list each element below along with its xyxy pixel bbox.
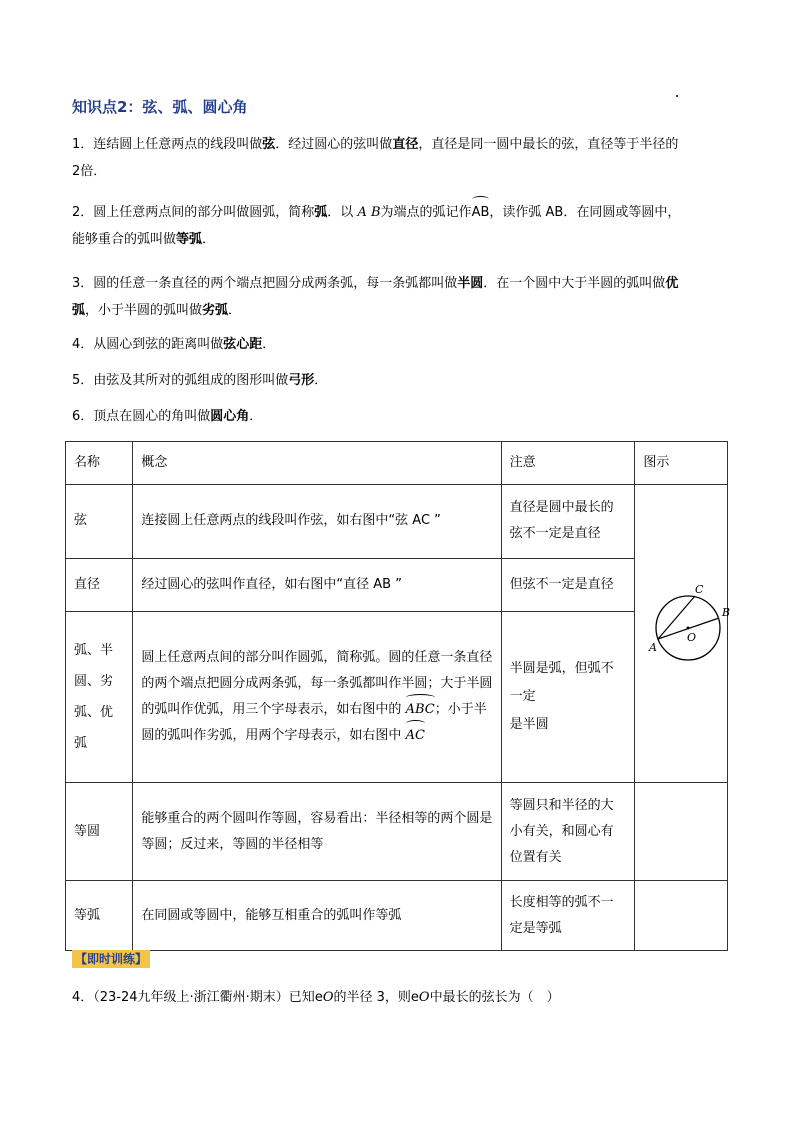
bold-term: 直径 <box>392 137 419 152</box>
point-label: O <box>418 990 430 1005</box>
table-row <box>66 611 728 782</box>
figure-cell <box>635 485 731 783</box>
text: 圆上任意两点间的部分叫作圆弧，简称弧。圆的任意一条直径的两个端点把圆分成两条弧，每一条弧都叫作半圆；大于半圆的弧叫作优弧，用三个字母表示，如右图中的 <box>141 649 493 717</box>
section-heading: 知识点2：弦、弧、圆心角 <box>72 98 248 116</box>
text: ．经过圆心的弦叫做 <box>275 137 393 152</box>
empty-cell <box>635 783 728 881</box>
row-name: 直径 <box>66 558 133 611</box>
practice-tag: 【即时训练】 <box>72 950 150 968</box>
text: ． <box>202 232 216 247</box>
text: ． <box>262 337 276 352</box>
text: 能够重合的弧叫做 <box>72 232 177 247</box>
row-note <box>501 611 635 782</box>
text: ． <box>249 409 263 424</box>
circle-symbol: e <box>410 990 419 1005</box>
header-cell: 名称 <box>66 442 133 485</box>
center-dot <box>687 627 690 630</box>
row-name: 弦 <box>66 485 133 559</box>
concept-table <box>65 441 731 951</box>
label-C: C <box>695 583 704 596</box>
point-label: B <box>370 205 381 220</box>
text: 6．顶点在圆心的角叫做 <box>72 409 211 424</box>
label-B: B <box>722 606 731 619</box>
bold-term: 弓形 <box>288 373 315 388</box>
bold-term: 等弧 <box>176 232 203 247</box>
text: ． <box>314 373 328 388</box>
point-6 <box>72 403 724 430</box>
row-concept: 连接圆上任意两点的线段叫作弦，如右图中“弦 AC ” <box>133 485 501 559</box>
row-concept: 在同圆或等圆中，能够互相重合的弧叫作等弧 <box>133 881 501 951</box>
bold-term: 弧 <box>314 205 328 220</box>
text: 2倍． <box>72 164 107 179</box>
label-O: O <box>687 631 697 644</box>
text: ，读作弧 AB．在同圆或等圆中， <box>489 205 681 220</box>
text: ．以 <box>327 205 354 220</box>
text: 2．圆上任意两点间的部分叫做圆弧，简称 <box>72 205 315 220</box>
text: 4．（23-24九年级上·浙江衢州·期末）已知 <box>72 990 315 1005</box>
text: 5．由弦及其所对的弧组成的图形叫做 <box>72 373 289 388</box>
text: 半圆是弧，但弧不一定 <box>509 660 614 704</box>
text: 1．连结圆上任意两点的线段叫做 <box>72 137 263 152</box>
point-5 <box>72 367 724 394</box>
text: ．在一个圆中大于半圆的弧叫做 <box>483 276 666 291</box>
table-header-row <box>66 442 728 485</box>
row-name: 弧、半圆、劣弧、优弧 <box>66 611 133 782</box>
table-row <box>66 881 728 951</box>
text: ，直径是同一圆中最长的弦，直径等于半径的 <box>418 137 679 152</box>
circle-figure <box>643 485 734 772</box>
bold-term: 半圆 <box>457 276 484 291</box>
arc-notation: AC <box>406 723 425 749</box>
arc-notation: ABC <box>406 697 435 723</box>
row-note: 但弦不一定是直径 <box>501 558 635 611</box>
point-2 <box>72 199 724 253</box>
text: 是半圆 <box>509 716 549 732</box>
header-cell: 概念 <box>133 442 501 485</box>
bold-term: 弦 <box>262 137 276 152</box>
text: 3．圆的任意一条直径的两个端点把圆分成两条弧，每一条弧都叫做 <box>72 276 458 291</box>
question-4 <box>72 985 560 1011</box>
row-concept: 能够重合的两个圆叫作等圆，容易看出：半径相等的两个圆是等圆；反过来，等圆的半径相等 <box>133 783 501 881</box>
point-label: A <box>357 205 367 220</box>
header-cell: 注意 <box>501 442 635 485</box>
text: ． <box>228 303 242 318</box>
text: 中最长的弦长为（ ） <box>429 990 560 1005</box>
table-row <box>66 485 728 559</box>
bold-term: 劣弧 <box>202 303 229 318</box>
bold-term: 圆心角 <box>210 409 250 424</box>
row-note: 直径是圆中最长的弦不一定是直径 <box>501 485 635 559</box>
row-name: 等弧 <box>66 881 133 951</box>
row-name: 等圆 <box>66 783 133 881</box>
text: 为端点的弧记作 <box>380 205 472 220</box>
row-concept: 经过圆心的弦叫作直径，如右图中“直径 AB ” <box>133 558 501 611</box>
point-4 <box>72 331 724 358</box>
row-concept <box>133 611 501 782</box>
table-row <box>66 783 728 881</box>
bold-term: 弧 <box>72 303 86 318</box>
bold-term: 优 <box>665 276 679 291</box>
stray-dot <box>676 95 678 97</box>
empty-cell <box>635 881 728 951</box>
text: ，小于半圆的弧叫做 <box>85 303 203 318</box>
bold-term: 弦心距 <box>223 337 263 352</box>
table-row <box>66 558 728 611</box>
row-note: 长度相等的弧不一定是等弧 <box>501 881 635 951</box>
text: 的半径 3，则 <box>333 990 411 1005</box>
text: ；小于半圆的弧叫作劣弧，用两个字母表示，如右图中 <box>141 701 487 743</box>
row-note: 等圆只和半径的大小有关，和圆心有位置有关 <box>501 783 635 881</box>
circle-symbol: e <box>314 990 323 1005</box>
point-1 <box>72 131 724 185</box>
text: 4．从圆心到弦的距离叫做 <box>72 337 224 352</box>
label-A: A <box>649 641 658 654</box>
header-cell: 图示 <box>635 442 728 485</box>
point-3 <box>72 270 724 324</box>
arc-notation: AB <box>472 199 490 226</box>
point-label: O <box>322 990 334 1005</box>
